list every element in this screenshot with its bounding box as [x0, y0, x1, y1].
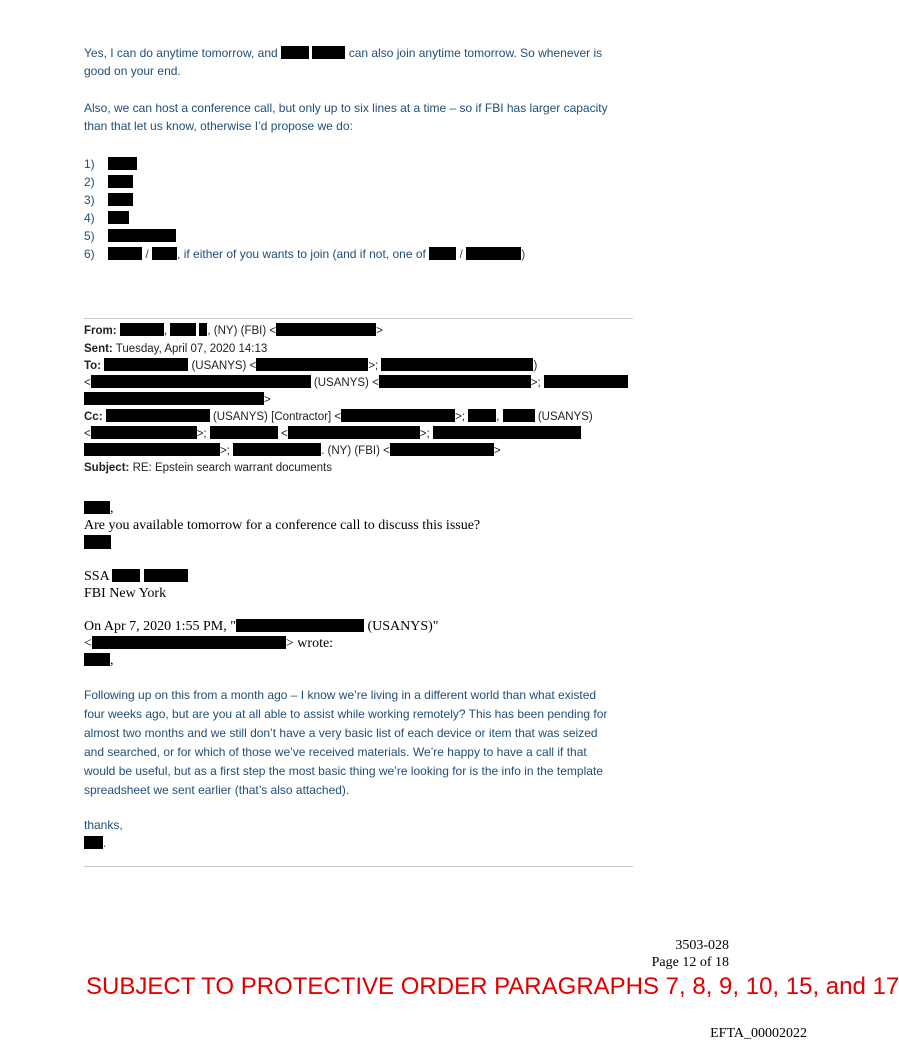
protective-order-notice: SUBJECT TO PROTECTIVE ORDER PARAGRAPHS 7, 8, 9, 10, 15, and 17 [86, 973, 899, 1000]
reply-text: can also join anytime tomorrow. So whenever is [348, 46, 603, 60]
thanks-signature: . [84, 835, 106, 852]
orig-line: four weeks ago, but are you at all able to assist while working remotely? This has been pending for [84, 707, 608, 721]
page-number: Page 12 of 18 [651, 955, 729, 970]
cc-line-2: < >; < >; [84, 426, 581, 443]
quote-salutation: , [84, 652, 114, 669]
reply-text: Yes, I can do anytime tomorrow, and [84, 46, 278, 60]
quote-header-line-2: < > wrote: [84, 636, 334, 651]
redaction-block [381, 358, 533, 371]
redaction-block [288, 426, 420, 439]
fbi-question: Are you available tomorrow for a conference call to discuss this issue? [84, 518, 481, 533]
sent-line: Sent: Tuesday, April 07, 2020 14:13 [84, 343, 268, 355]
orig-line: would be useful, but as a first step the most basic thing we’re looking for is the info in the template [84, 764, 603, 778]
signoff [84, 535, 111, 552]
section-divider [84, 866, 633, 867]
orig-line: and searched, or for which of those we’ve received materials. We’re happy to have a call if that [84, 745, 587, 759]
list-item: 2) [84, 174, 133, 191]
reply-paragraph-2-line-2: than that let us know, otherwise I’d propose we do: [84, 119, 353, 133]
redaction-block [379, 375, 531, 388]
redaction-block [84, 392, 264, 405]
redaction-block [104, 358, 188, 371]
redaction-block [312, 46, 345, 59]
redaction-block [84, 501, 110, 514]
to-line-2: < (USANYS) < >; [84, 375, 628, 392]
reply-paragraph-1-line-2: good on your end. [84, 64, 181, 78]
redaction-block [544, 375, 628, 388]
redaction-block [233, 443, 321, 456]
redaction-block [91, 375, 311, 388]
redaction-block [466, 247, 521, 260]
redaction-block [433, 426, 581, 439]
exhibit-number: 3503-028 [675, 938, 729, 953]
redaction-block [108, 157, 137, 170]
to-line-3: > [84, 392, 271, 409]
signature-office: FBI New York [84, 586, 167, 601]
list-item: 6) / , if either of you wants to join (and if not, one of / ) [84, 247, 526, 261]
redaction-block [429, 247, 456, 260]
redaction-block [390, 443, 494, 456]
redaction-block [152, 247, 177, 260]
list-item: 3) [84, 192, 133, 209]
salutation: , [84, 500, 114, 517]
redaction-block [91, 426, 197, 439]
cc-line-3: >; . (NY) (FBI) < > [84, 443, 501, 460]
redaction-block [84, 653, 110, 666]
list-item: 5) [84, 228, 176, 245]
section-divider [84, 318, 633, 319]
redaction-block [210, 426, 278, 439]
redaction-block [106, 409, 210, 422]
redaction-block [170, 323, 196, 336]
redaction-block [236, 619, 364, 632]
redaction-block [108, 193, 133, 206]
redaction-block [281, 46, 309, 59]
redaction-block [341, 409, 455, 422]
redaction-block [276, 323, 376, 336]
thanks-line: thanks, [84, 818, 123, 832]
orig-line: spreadsheet we sent earlier (that’s also attached). [84, 783, 350, 797]
bates-number: EFTA_00002022 [710, 1026, 807, 1041]
redaction-block [120, 323, 164, 336]
list-item: 4) [84, 210, 129, 227]
redaction-block [112, 569, 140, 582]
redaction-block [108, 229, 176, 242]
redaction-block [84, 535, 111, 549]
to-line-1: To: (USANYS) < >; ) [84, 360, 538, 372]
cc-line-1: Cc: (USANYS) [Contractor] < >; , (USANYS) [84, 411, 593, 423]
redaction-block [108, 175, 133, 188]
redaction-block [84, 443, 220, 456]
quote-header-line-1: On Apr 7, 2020 1:55 PM, " (USANYS)" [84, 619, 439, 634]
redaction-block [256, 358, 368, 371]
redaction-block [108, 211, 129, 224]
orig-line: Following up on this from a month ago – I know we’re living in a different world than what existed [84, 688, 597, 702]
signature-name: SSA [84, 568, 188, 585]
redaction-block [84, 836, 103, 849]
redaction-block [92, 636, 286, 649]
list-item: 1) [84, 156, 137, 173]
redaction-block [468, 409, 496, 422]
from-line: From: , , (NY) (FBI) < > [84, 325, 383, 337]
orig-line: almost two months and we still don’t have a very basic list of each device or item that was seized [84, 726, 598, 740]
reply-paragraph-2-line-1: Also, we can host a conference call, but only up to six lines at a time – so if FBI has larger capacity [84, 101, 608, 115]
subject-line: Subject: RE: Epstein search warrant documents [84, 462, 333, 474]
redaction-block [108, 247, 142, 260]
reply-paragraph-1-line-1 [84, 45, 602, 62]
redaction-block [503, 409, 535, 422]
redaction-block [144, 569, 188, 582]
